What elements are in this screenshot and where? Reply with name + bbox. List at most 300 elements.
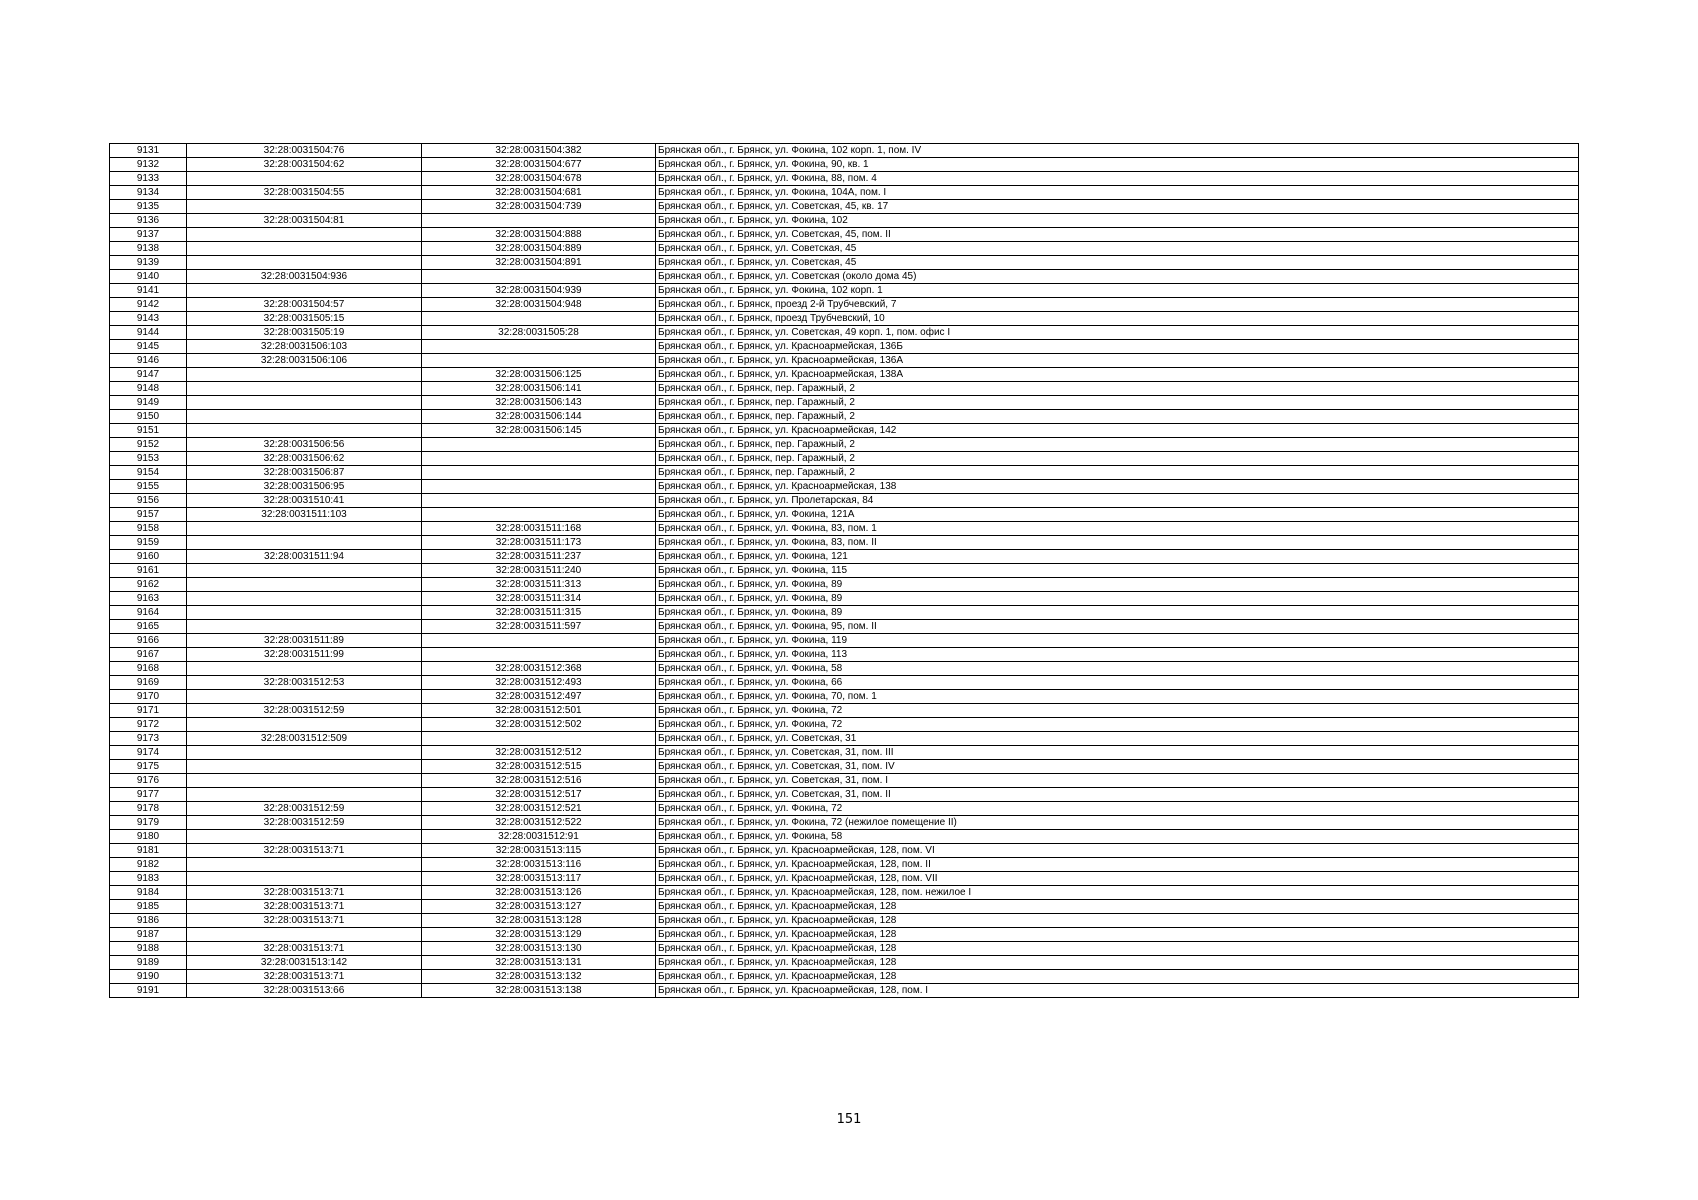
row-number-cell: 9187 [110, 928, 187, 942]
row-number-cell: 9161 [110, 564, 187, 578]
row-number-cell: 9184 [110, 886, 187, 900]
object-number-cell: 32:28:0031512:515 [422, 760, 656, 774]
address-cell: Брянская обл., г. Брянск, ул. Красноармейская, 128 [656, 956, 1579, 970]
table-row [110, 564, 1579, 578]
parcel-number-cell: 32:28:0031511:94 [187, 550, 422, 564]
object-number-cell: 32:28:0031506:144 [422, 410, 656, 424]
object-number-cell: 32:28:0031513:117 [422, 872, 656, 886]
object-number-cell: 32:28:0031512:512 [422, 746, 656, 760]
object-number-cell: 32:28:0031513:127 [422, 900, 656, 914]
object-number-cell [422, 354, 656, 368]
table-row [110, 718, 1579, 732]
table-row [110, 424, 1579, 438]
row-number-cell: 9174 [110, 746, 187, 760]
address-cell: Брянская обл., г. Брянск, ул. Красноармейская, 128, пом. II [656, 858, 1579, 872]
address-cell: Брянская обл., г. Брянск, пер. Гаражный, 2 [656, 438, 1579, 452]
object-number-cell [422, 732, 656, 746]
parcel-number-cell: 32:28:0031512:59 [187, 816, 422, 830]
parcel-number-cell [187, 578, 422, 592]
row-number-cell: 9134 [110, 186, 187, 200]
address-cell: Брянская обл., г. Брянск, ул. Красноармейская, 128 [656, 914, 1579, 928]
parcel-number-cell: 32:28:0031513:66 [187, 984, 422, 998]
row-number-cell: 9135 [110, 200, 187, 214]
parcel-number-cell: 32:28:0031510:41 [187, 494, 422, 508]
row-number-cell: 9148 [110, 382, 187, 396]
address-cell: Брянская обл., г. Брянск, ул. Советская, 31, пом. II [656, 788, 1579, 802]
address-cell: Брянская обл., г. Брянск, ул. Фокина, 102 корп. 1 [656, 284, 1579, 298]
table-row [110, 186, 1579, 200]
row-number-cell: 9178 [110, 802, 187, 816]
parcel-number-cell [187, 256, 422, 270]
parcel-number-cell: 32:28:0031506:103 [187, 340, 422, 354]
page-number: 151 [836, 1112, 862, 1127]
object-number-cell: 32:28:0031505:28 [422, 326, 656, 340]
row-number-cell: 9185 [110, 900, 187, 914]
address-cell: Брянская обл., г. Брянск, ул. Красноармейская, 142 [656, 424, 1579, 438]
object-number-cell: 32:28:0031513:132 [422, 970, 656, 984]
object-number-cell: 32:28:0031506:145 [422, 424, 656, 438]
row-number-cell: 9175 [110, 760, 187, 774]
row-number-cell: 9165 [110, 620, 187, 634]
table-row [110, 928, 1579, 942]
table-row [110, 620, 1579, 634]
row-number-cell: 9138 [110, 242, 187, 256]
parcel-number-cell: 32:28:0031504:55 [187, 186, 422, 200]
object-number-cell [422, 340, 656, 354]
address-cell: Брянская обл., г. Брянск, ул. Красноармейская, 128 [656, 970, 1579, 984]
parcel-number-cell: 32:28:0031513:71 [187, 914, 422, 928]
table-row [110, 662, 1579, 676]
object-number-cell: 32:28:0031504:939 [422, 284, 656, 298]
table-row [110, 760, 1579, 774]
row-number-cell: 9140 [110, 270, 187, 284]
table-row [110, 494, 1579, 508]
parcel-number-cell [187, 172, 422, 186]
row-number-cell: 9157 [110, 508, 187, 522]
object-number-cell: 32:28:0031512:91 [422, 830, 656, 844]
parcel-number-cell [187, 228, 422, 242]
table-row [110, 256, 1579, 270]
object-number-cell: 32:28:0031512:493 [422, 676, 656, 690]
table-row [110, 382, 1579, 396]
object-number-cell: 32:28:0031511:313 [422, 578, 656, 592]
object-number-cell: 32:28:0031511:315 [422, 606, 656, 620]
row-number-cell: 9145 [110, 340, 187, 354]
row-number-cell: 9177 [110, 788, 187, 802]
row-number-cell: 9173 [110, 732, 187, 746]
address-cell: Брянская обл., г. Брянск, ул. Советская (около дома 45) [656, 270, 1579, 284]
object-number-cell: 32:28:0031504:677 [422, 158, 656, 172]
table-row [110, 802, 1579, 816]
table-row [110, 550, 1579, 564]
parcel-number-cell [187, 788, 422, 802]
parcel-number-cell [187, 200, 422, 214]
table-row [110, 354, 1579, 368]
object-number-cell: 32:28:0031511:173 [422, 536, 656, 550]
parcel-number-cell: 32:28:0031506:56 [187, 438, 422, 452]
parcel-number-cell: 32:28:0031506:95 [187, 480, 422, 494]
address-cell: Брянская обл., г. Брянск, ул. Фокина, 72 [656, 802, 1579, 816]
parcel-number-cell: 32:28:0031504:76 [187, 144, 422, 158]
address-cell: Брянская обл., г. Брянск, ул. Фокина, 90, кв. 1 [656, 158, 1579, 172]
cadastral-table [109, 143, 1579, 998]
table-row [110, 788, 1579, 802]
row-number-cell: 9144 [110, 326, 187, 340]
row-number-cell: 9166 [110, 634, 187, 648]
object-number-cell: 32:28:0031504:678 [422, 172, 656, 186]
table-row [110, 508, 1579, 522]
object-number-cell [422, 494, 656, 508]
parcel-number-cell [187, 606, 422, 620]
row-number-cell: 9141 [110, 284, 187, 298]
object-number-cell: 32:28:0031512:521 [422, 802, 656, 816]
table-row [110, 298, 1579, 312]
address-cell: Брянская обл., г. Брянск, ул. Красноармейская, 136Б [656, 340, 1579, 354]
object-number-cell: 32:28:0031512:516 [422, 774, 656, 788]
table-row [110, 466, 1579, 480]
table-row [110, 158, 1579, 172]
address-cell: Брянская обл., г. Брянск, ул. Красноармейская, 128, пом. VI [656, 844, 1579, 858]
parcel-number-cell: 32:28:0031511:99 [187, 648, 422, 662]
table-row [110, 578, 1579, 592]
address-cell: Брянская обл., г. Брянск, ул. Советская, 49 корп. 1, пом. офис I [656, 326, 1579, 340]
address-cell: Брянская обл., г. Брянск, ул. Советская, 31, пом. IV [656, 760, 1579, 774]
parcel-number-cell [187, 690, 422, 704]
table-row [110, 228, 1579, 242]
row-number-cell: 9188 [110, 942, 187, 956]
parcel-number-cell [187, 620, 422, 634]
row-number-cell: 9163 [110, 592, 187, 606]
table-row [110, 270, 1579, 284]
row-number-cell: 9180 [110, 830, 187, 844]
parcel-number-cell: 32:28:0031513:71 [187, 900, 422, 914]
object-number-cell: 32:28:0031512:497 [422, 690, 656, 704]
table-row [110, 942, 1579, 956]
object-number-cell [422, 270, 656, 284]
address-cell: Брянская обл., г. Брянск, ул. Фокина, 83, пом. 1 [656, 522, 1579, 536]
row-number-cell: 9153 [110, 452, 187, 466]
object-number-cell: 32:28:0031511:168 [422, 522, 656, 536]
row-number-cell: 9176 [110, 774, 187, 788]
object-number-cell: 32:28:0031504:891 [422, 256, 656, 270]
object-number-cell: 32:28:0031513:116 [422, 858, 656, 872]
object-number-cell: 32:28:0031504:888 [422, 228, 656, 242]
parcel-number-cell [187, 718, 422, 732]
row-number-cell: 9160 [110, 550, 187, 564]
object-number-cell: 32:28:0031512:502 [422, 718, 656, 732]
object-number-cell: 32:28:0031511:597 [422, 620, 656, 634]
address-cell: Брянская обл., г. Брянск, ул. Фокина, 95, пом. II [656, 620, 1579, 634]
table-row [110, 340, 1579, 354]
parcel-number-cell: 32:28:0031513:71 [187, 886, 422, 900]
object-number-cell [422, 508, 656, 522]
row-number-cell: 9149 [110, 396, 187, 410]
object-number-cell [422, 312, 656, 326]
parcel-number-cell: 32:28:0031512:59 [187, 704, 422, 718]
row-number-cell: 9182 [110, 858, 187, 872]
parcel-number-cell: 32:28:0031506:87 [187, 466, 422, 480]
address-cell: Брянская обл., г. Брянск, проезд Трубчевский, 10 [656, 312, 1579, 326]
object-number-cell: 32:28:0031504:948 [422, 298, 656, 312]
parcel-number-cell [187, 564, 422, 578]
address-cell: Брянская обл., г. Брянск, ул. Советская, 31 [656, 732, 1579, 746]
parcel-number-cell: 32:28:0031504:81 [187, 214, 422, 228]
table-row [110, 886, 1579, 900]
object-number-cell: 32:28:0031504:382 [422, 144, 656, 158]
object-number-cell [422, 634, 656, 648]
object-number-cell [422, 466, 656, 480]
table-body [110, 144, 1579, 998]
table-row [110, 984, 1579, 998]
table-row [110, 396, 1579, 410]
row-number-cell: 9137 [110, 228, 187, 242]
address-cell: Брянская обл., г. Брянск, ул. Советская, 45 [656, 242, 1579, 256]
table-row [110, 872, 1579, 886]
table-row [110, 830, 1579, 844]
row-number-cell: 9139 [110, 256, 187, 270]
object-number-cell: 32:28:0031512:522 [422, 816, 656, 830]
table-row [110, 592, 1579, 606]
parcel-number-cell: 32:28:0031513:71 [187, 970, 422, 984]
object-number-cell [422, 438, 656, 452]
row-number-cell: 9154 [110, 466, 187, 480]
parcel-number-cell: 32:28:0031504:62 [187, 158, 422, 172]
table-row [110, 326, 1579, 340]
row-number-cell: 9133 [110, 172, 187, 186]
address-cell: Брянская обл., г. Брянск, ул. Красноармейская, 136А [656, 354, 1579, 368]
address-cell: Брянская обл., г. Брянск, ул. Фокина, 89 [656, 578, 1579, 592]
address-cell: Брянская обл., г. Брянск, ул. Красноармейская, 128, пом. VII [656, 872, 1579, 886]
row-number-cell: 9168 [110, 662, 187, 676]
row-number-cell: 9179 [110, 816, 187, 830]
table-row [110, 900, 1579, 914]
parcel-number-cell [187, 382, 422, 396]
address-cell: Брянская обл., г. Брянск, пер. Гаражный, 2 [656, 452, 1579, 466]
address-cell: Брянская обл., г. Брянск, ул. Советская, 45, пом. II [656, 228, 1579, 242]
address-cell: Брянская обл., г. Брянск, ул. Советская, 45 [656, 256, 1579, 270]
address-cell: Брянская обл., г. Брянск, ул. Фокина, 121А [656, 508, 1579, 522]
parcel-number-cell [187, 928, 422, 942]
row-number-cell: 9169 [110, 676, 187, 690]
address-cell: Брянская обл., г. Брянск, ул. Красноармейская, 128 [656, 928, 1579, 942]
row-number-cell: 9132 [110, 158, 187, 172]
parcel-number-cell [187, 774, 422, 788]
table-row [110, 634, 1579, 648]
parcel-number-cell [187, 662, 422, 676]
table-row [110, 746, 1579, 760]
address-cell: Брянская обл., г. Брянск, пер. Гаражный, 2 [656, 382, 1579, 396]
object-number-cell: 32:28:0031506:125 [422, 368, 656, 382]
parcel-number-cell [187, 522, 422, 536]
parcel-number-cell: 32:28:0031505:19 [187, 326, 422, 340]
parcel-number-cell: 32:28:0031512:53 [187, 676, 422, 690]
table-row [110, 732, 1579, 746]
table-row [110, 172, 1579, 186]
object-number-cell: 32:28:0031511:237 [422, 550, 656, 564]
address-cell: Брянская обл., г. Брянск, пер. Гаражный, 2 [656, 466, 1579, 480]
row-number-cell: 9172 [110, 718, 187, 732]
table-row [110, 242, 1579, 256]
address-cell: Брянская обл., г. Брянск, ул. Красноармейская, 128, пом. нежилое I [656, 886, 1579, 900]
address-cell: Брянская обл., г. Брянск, ул. Советская, 31, пом. I [656, 774, 1579, 788]
object-number-cell: 32:28:0031513:131 [422, 956, 656, 970]
address-cell: Брянская обл., г. Брянск, ул. Красноармейская, 128 [656, 942, 1579, 956]
table-row [110, 368, 1579, 382]
object-number-cell [422, 648, 656, 662]
address-cell: Брянская обл., г. Брянск, ул. Фокина, 113 [656, 648, 1579, 662]
object-number-cell [422, 480, 656, 494]
table-row [110, 606, 1579, 620]
object-number-cell: 32:28:0031506:141 [422, 382, 656, 396]
table-row [110, 704, 1579, 718]
table-row [110, 690, 1579, 704]
table-row [110, 200, 1579, 214]
object-number-cell: 32:28:0031513:126 [422, 886, 656, 900]
table-row [110, 284, 1579, 298]
address-cell: Брянская обл., г. Брянск, ул. Фокина, 89 [656, 606, 1579, 620]
object-number-cell: 32:28:0031513:115 [422, 844, 656, 858]
address-cell: Брянская обл., г. Брянск, ул. Красноармейская, 128, пом. I [656, 984, 1579, 998]
table-row [110, 676, 1579, 690]
parcel-number-cell [187, 830, 422, 844]
parcel-number-cell: 32:28:0031511:103 [187, 508, 422, 522]
table-row [110, 452, 1579, 466]
parcel-number-cell: 32:28:0031512:509 [187, 732, 422, 746]
parcel-number-cell [187, 858, 422, 872]
address-cell: Брянская обл., г. Брянск, ул. Фокина, 83, пом. II [656, 536, 1579, 550]
parcel-number-cell: 32:28:0031512:59 [187, 802, 422, 816]
parcel-number-cell: 32:28:0031506:62 [187, 452, 422, 466]
table-row [110, 410, 1579, 424]
object-number-cell: 32:28:0031512:501 [422, 704, 656, 718]
object-number-cell: 32:28:0031506:143 [422, 396, 656, 410]
address-cell: Брянская обл., г. Брянск, ул. Красноармейская, 138 [656, 480, 1579, 494]
table-row [110, 956, 1579, 970]
row-number-cell: 9171 [110, 704, 187, 718]
address-cell: Брянская обл., г. Брянск, ул. Фокина, 104А, пом. I [656, 186, 1579, 200]
object-number-cell: 32:28:0031504:739 [422, 200, 656, 214]
address-cell: Брянская обл., г. Брянск, ул. Фокина, 102 [656, 214, 1579, 228]
row-number-cell: 9162 [110, 578, 187, 592]
parcel-number-cell [187, 872, 422, 886]
parcel-number-cell [187, 396, 422, 410]
row-number-cell: 9131 [110, 144, 187, 158]
address-cell: Брянская обл., г. Брянск, ул. Фокина, 102 корп. 1, пом. IV [656, 144, 1579, 158]
table-row [110, 816, 1579, 830]
row-number-cell: 9136 [110, 214, 187, 228]
parcel-number-cell [187, 536, 422, 550]
address-cell: Брянская обл., г. Брянск, пер. Гаражный, 2 [656, 410, 1579, 424]
row-number-cell: 9155 [110, 480, 187, 494]
row-number-cell: 9158 [110, 522, 187, 536]
row-number-cell: 9181 [110, 844, 187, 858]
parcel-number-cell [187, 410, 422, 424]
parcel-number-cell [187, 368, 422, 382]
address-cell: Брянская обл., г. Брянск, ул. Фокина, 121 [656, 550, 1579, 564]
object-number-cell [422, 214, 656, 228]
row-number-cell: 9183 [110, 872, 187, 886]
parcel-number-cell: 32:28:0031513:71 [187, 942, 422, 956]
address-cell: Брянская обл., г. Брянск, ул. Фокина, 88, пом. 4 [656, 172, 1579, 186]
parcel-number-cell: 32:28:0031504:57 [187, 298, 422, 312]
address-cell: Брянская обл., г. Брянск, ул. Пролетарская, 84 [656, 494, 1579, 508]
parcel-number-cell: 32:28:0031504:936 [187, 270, 422, 284]
row-number-cell: 9190 [110, 970, 187, 984]
address-cell: Брянская обл., г. Брянск, ул. Красноармейская, 138А [656, 368, 1579, 382]
address-cell: Брянская обл., г. Брянск, проезд 2-й Трубчевский, 7 [656, 298, 1579, 312]
row-number-cell: 9146 [110, 354, 187, 368]
table-row [110, 914, 1579, 928]
object-number-cell: 32:28:0031513:129 [422, 928, 656, 942]
table-row [110, 480, 1579, 494]
row-number-cell: 9170 [110, 690, 187, 704]
address-cell: Брянская обл., г. Брянск, ул. Фокина, 72 [656, 718, 1579, 732]
row-number-cell: 9142 [110, 298, 187, 312]
parcel-number-cell [187, 746, 422, 760]
address-cell: Брянская обл., г. Брянск, ул. Фокина, 89 [656, 592, 1579, 606]
address-cell: Брянская обл., г. Брянск, ул. Фокина, 115 [656, 564, 1579, 578]
address-cell: Брянская обл., г. Брянск, ул. Советская, 31, пом. III [656, 746, 1579, 760]
object-number-cell: 32:28:0031513:128 [422, 914, 656, 928]
row-number-cell: 9189 [110, 956, 187, 970]
parcel-number-cell: 32:28:0031505:15 [187, 312, 422, 326]
parcel-number-cell [187, 592, 422, 606]
row-number-cell: 9151 [110, 424, 187, 438]
parcel-number-cell [187, 760, 422, 774]
object-number-cell: 32:28:0031512:517 [422, 788, 656, 802]
address-cell: Брянская обл., г. Брянск, ул. Фокина, 119 [656, 634, 1579, 648]
address-cell: Брянская обл., г. Брянск, пер. Гаражный, 2 [656, 396, 1579, 410]
table-row [110, 522, 1579, 536]
parcel-number-cell: 32:28:0031506:106 [187, 354, 422, 368]
parcel-number-cell [187, 284, 422, 298]
row-number-cell: 9191 [110, 984, 187, 998]
table-row [110, 648, 1579, 662]
address-cell: Брянская обл., г. Брянск, ул. Фокина, 70, пом. 1 [656, 690, 1579, 704]
object-number-cell: 32:28:0031504:681 [422, 186, 656, 200]
row-number-cell: 9147 [110, 368, 187, 382]
address-cell: Брянская обл., г. Брянск, ул. Фокина, 66 [656, 676, 1579, 690]
table-row [110, 844, 1579, 858]
row-number-cell: 9156 [110, 494, 187, 508]
address-cell: Брянская обл., г. Брянск, ул. Красноармейская, 128 [656, 900, 1579, 914]
row-number-cell: 9152 [110, 438, 187, 452]
object-number-cell: 32:28:0031511:240 [422, 564, 656, 578]
object-number-cell: 32:28:0031512:368 [422, 662, 656, 676]
address-cell: Брянская обл., г. Брянск, ул. Советская, 45, кв. 17 [656, 200, 1579, 214]
address-cell: Брянская обл., г. Брянск, ул. Фокина, 58 [656, 830, 1579, 844]
parcel-number-cell [187, 242, 422, 256]
object-number-cell: 32:28:0031513:138 [422, 984, 656, 998]
table-row [110, 858, 1579, 872]
table-row [110, 214, 1579, 228]
object-number-cell [422, 452, 656, 466]
table-row [110, 144, 1579, 158]
table-row [110, 312, 1579, 326]
table-row [110, 438, 1579, 452]
parcel-number-cell [187, 424, 422, 438]
object-number-cell: 32:28:0031504:889 [422, 242, 656, 256]
object-number-cell: 32:28:0031511:314 [422, 592, 656, 606]
table-row [110, 970, 1579, 984]
parcel-number-cell: 32:28:0031513:142 [187, 956, 422, 970]
row-number-cell: 9150 [110, 410, 187, 424]
address-cell: Брянская обл., г. Брянск, ул. Фокина, 58 [656, 662, 1579, 676]
table-row [110, 774, 1579, 788]
parcel-number-cell: 32:28:0031511:89 [187, 634, 422, 648]
row-number-cell: 9186 [110, 914, 187, 928]
row-number-cell: 9143 [110, 312, 187, 326]
